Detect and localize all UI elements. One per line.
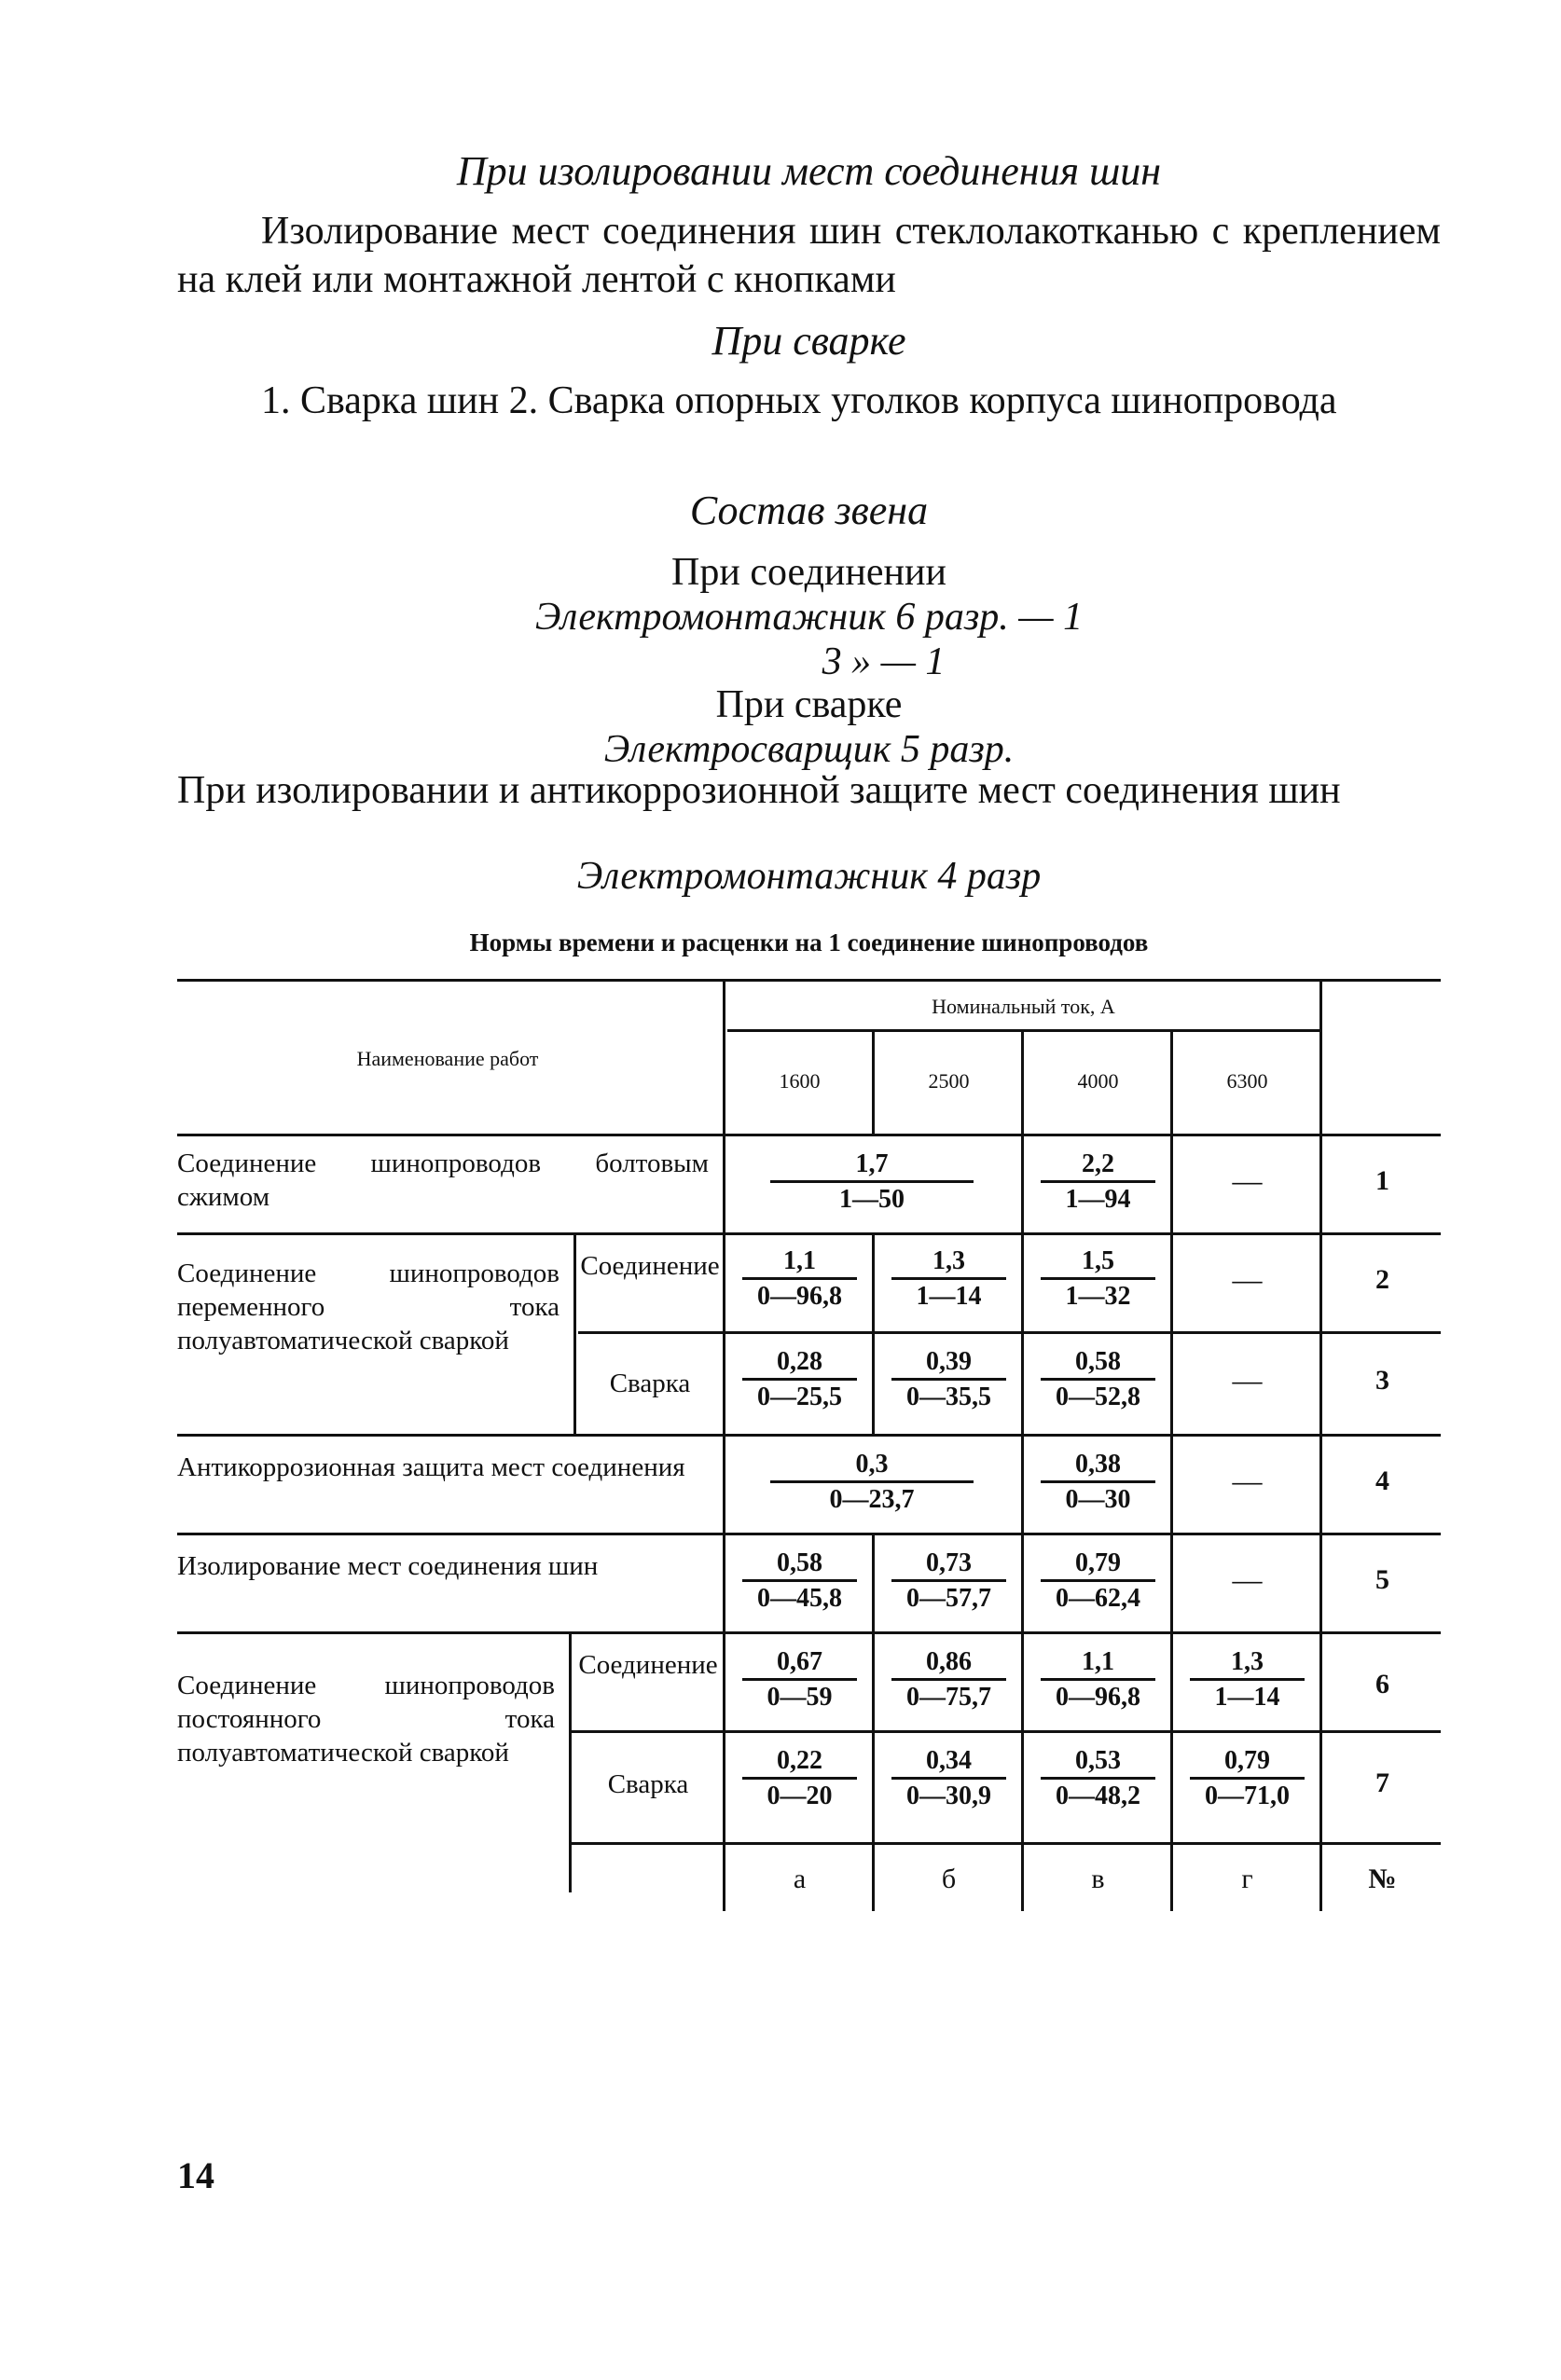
row-rule xyxy=(177,1434,1441,1437)
footer-col-b: б xyxy=(941,1864,957,1894)
crew-joining-label: При соединении xyxy=(671,551,946,594)
row5-b-value: 0,73 0—57,7 xyxy=(877,1548,1021,1616)
row6-d-value: 1,3 1—14 xyxy=(1175,1646,1319,1714)
footer-col-c: в xyxy=(1091,1864,1105,1894)
col-rule xyxy=(872,1533,875,1911)
col-rule xyxy=(1319,979,1322,1911)
row3-d-value: — xyxy=(1232,1363,1263,1396)
row4-ab-value: 0,3 0—23,7 xyxy=(755,1449,988,1517)
col-rule xyxy=(1021,1029,1024,1911)
row4-d-value: — xyxy=(1232,1464,1263,1497)
row3-c-value: 0,58 0—52,8 xyxy=(1026,1346,1170,1414)
section-isolation-text: Изолирование мест соединения шин стеклолакотканью с креплением на клей или монтажной лентой с кнопками xyxy=(177,210,1441,301)
row1-number: 1 xyxy=(1375,1165,1389,1196)
footer-col-no: № xyxy=(1368,1864,1397,1894)
row5-d-value: — xyxy=(1232,1562,1263,1596)
row-rule xyxy=(578,1331,1441,1334)
row-rule xyxy=(177,1631,1441,1634)
row5-a-value: 0,58 0—45,8 xyxy=(727,1548,872,1616)
row7-a-value: 0,22 0—20 xyxy=(727,1745,872,1813)
crew-joining-line2: 3 » — 1 xyxy=(822,640,946,683)
row2-number: 2 xyxy=(1375,1264,1389,1295)
page-number: 14 xyxy=(177,2154,214,2196)
row4-number: 4 xyxy=(1375,1465,1389,1496)
row7-number: 7 xyxy=(1375,1768,1389,1798)
row-rule xyxy=(569,1730,1441,1733)
row4-c-value: 0,38 0—30 xyxy=(1026,1449,1170,1517)
table-title: Нормы времени и расценки на 1 соединение шинопроводов xyxy=(469,929,1149,956)
current-2500: 2500 xyxy=(928,1069,970,1093)
col-rule xyxy=(872,1232,875,1434)
row6-c-value: 1,1 0—96,8 xyxy=(1026,1646,1170,1714)
row3-b-value: 0,39 0—35,5 xyxy=(877,1346,1021,1414)
header-bottom-rule xyxy=(177,1134,1441,1136)
row5-number: 5 xyxy=(1375,1564,1389,1595)
col-name-header: Наименование работ xyxy=(356,1047,539,1070)
group-dc-name: Соединение шинопроводов постоянного тока полуавтоматической сваркой xyxy=(177,1671,555,1768)
current-1600: 1600 xyxy=(779,1069,821,1093)
row-rule xyxy=(177,1232,1441,1235)
row3-a-value: 0,28 0—25,5 xyxy=(727,1346,872,1414)
row7-sub: Сварка xyxy=(607,1769,689,1799)
crew-isolation-text: При изолировании и антикоррозионной защите мест соединения шин xyxy=(177,769,1341,812)
crew-welding-line: Электросварщик 5 разр. xyxy=(603,728,1015,771)
row1-d-value: — xyxy=(1232,1163,1263,1197)
row3-sub: Сварка xyxy=(609,1369,691,1398)
row1-name: Соединение шинопроводов болтовым сжимом xyxy=(177,1149,709,1212)
row6-sub: Соединение xyxy=(578,1650,718,1680)
crew-welding-label: При сварке xyxy=(715,683,903,726)
row6-a-value: 0,67 0—59 xyxy=(727,1646,872,1714)
row2-b-value: 1,3 1—14 xyxy=(877,1245,1021,1314)
current-6300: 6300 xyxy=(1226,1069,1268,1093)
row2-sub: Соединение xyxy=(580,1251,720,1281)
crew-heading: Состав звена xyxy=(689,488,929,533)
row-rule xyxy=(569,1842,1441,1845)
col-rule xyxy=(569,1631,572,1892)
row4-name: Антикоррозионная защита мест соединения xyxy=(177,1452,685,1482)
row1-ab-value: 1,7 1—50 xyxy=(755,1149,988,1217)
section-welding-heading: При сварке xyxy=(711,318,906,364)
footer-col-d: г xyxy=(1241,1864,1253,1894)
row5-c-value: 0,79 0—62,4 xyxy=(1026,1548,1170,1616)
row3-number: 3 xyxy=(1375,1365,1389,1396)
current-4000: 4000 xyxy=(1077,1069,1119,1093)
row6-number: 6 xyxy=(1375,1669,1389,1699)
row6-b-value: 0,86 0—75,7 xyxy=(877,1646,1021,1714)
table-top-rule xyxy=(177,979,1441,982)
crew-joining-line1: Электромонтажник 6 разр. — 1 xyxy=(534,596,1084,639)
row2-d-value: — xyxy=(1232,1262,1263,1296)
row1-c-value: 2,2 1—94 xyxy=(1026,1149,1170,1217)
row-rule xyxy=(177,1533,1441,1535)
current-header: Номинальный ток, А xyxy=(932,995,1115,1018)
col-rule xyxy=(723,979,725,1911)
row7-d-value: 0,79 0—71,0 xyxy=(1175,1745,1319,1813)
row7-b-value: 0,34 0—30,9 xyxy=(877,1745,1021,1813)
row2-c-value: 1,5 1—32 xyxy=(1026,1245,1170,1314)
row2-a-value: 1,1 0—96,8 xyxy=(727,1245,872,1314)
row5-name: Изолирование мест соединения шин xyxy=(177,1551,599,1581)
section-isolation-heading: При изолировании мест соединения шин xyxy=(456,148,1162,194)
crew-isolation-line: Электромонтажник 4 разр xyxy=(576,855,1042,898)
footer-col-a: а xyxy=(793,1864,807,1894)
row7-c-value: 0,53 0—48,2 xyxy=(1026,1745,1170,1813)
col-rule xyxy=(872,1029,875,1134)
col-rule xyxy=(573,1232,576,1434)
group-ac-name: Соединение шинопроводов переменного тока полуавтоматической сваркой xyxy=(177,1259,559,1355)
section-welding-text: 1. Сварка шин 2. Сварка опорных уголков корпуса шинопровода xyxy=(261,379,1337,422)
col-rule xyxy=(1170,1029,1173,1911)
